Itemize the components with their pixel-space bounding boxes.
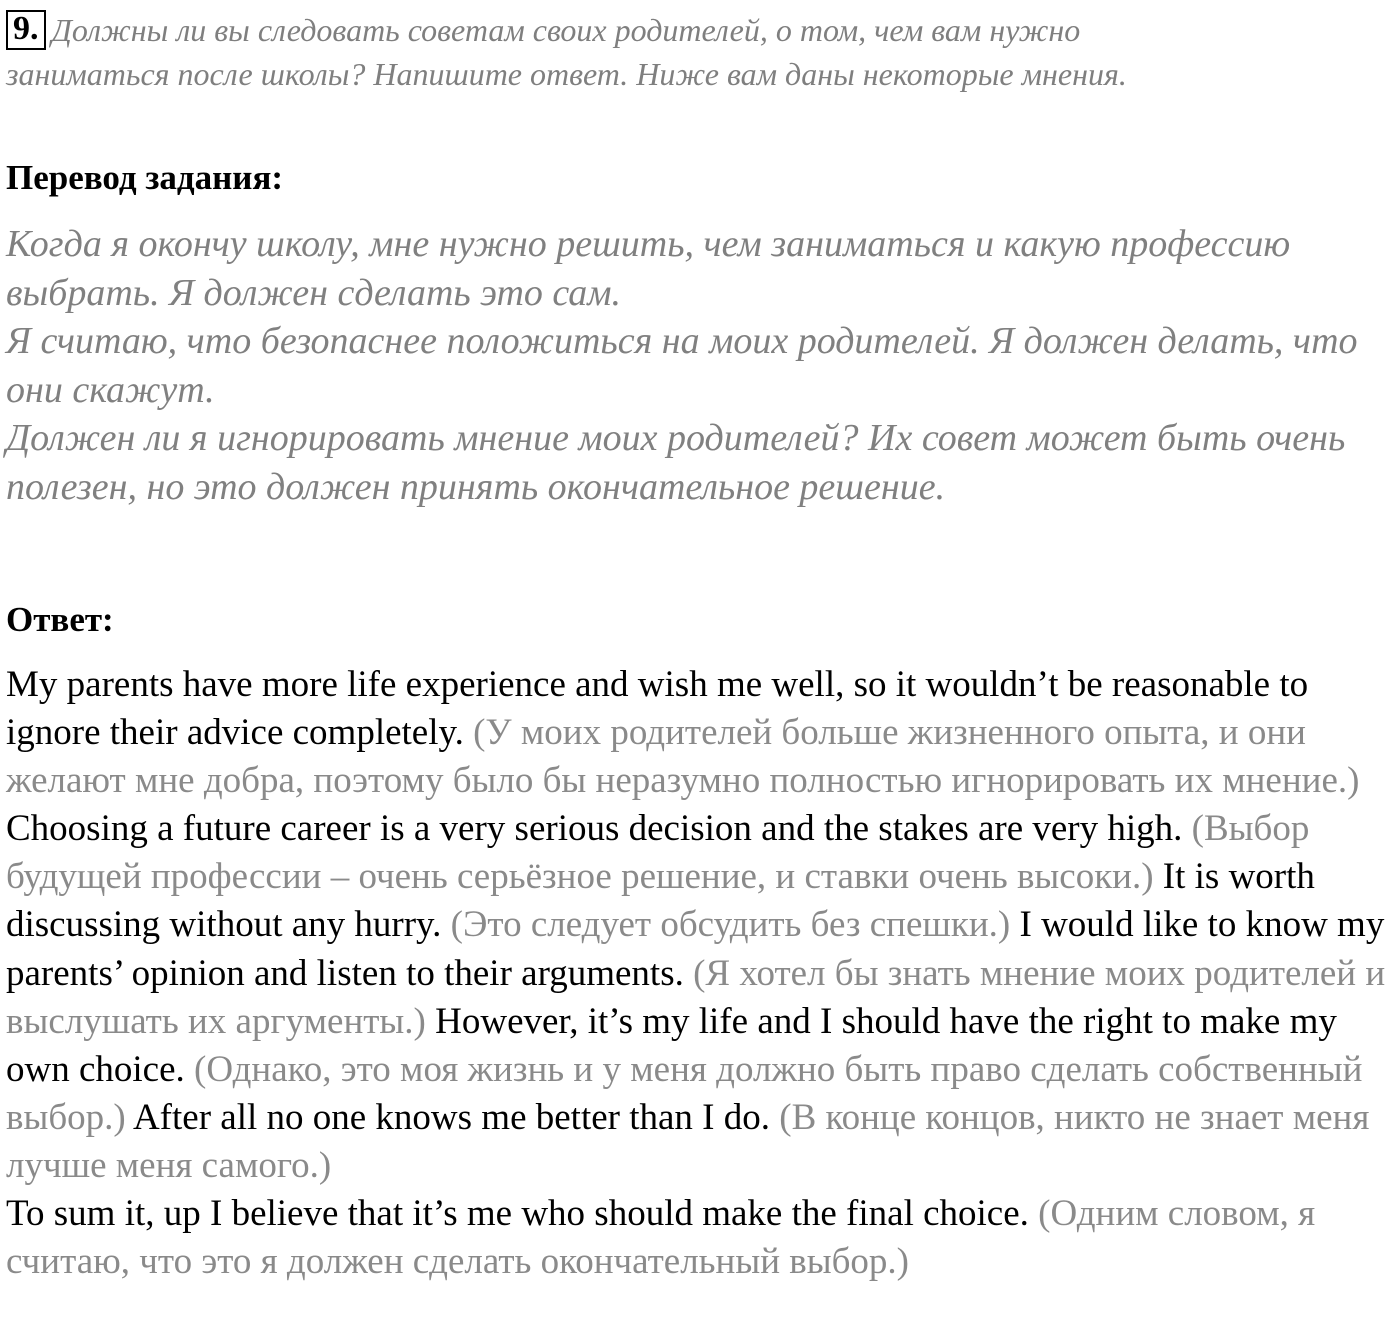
answer-paragraph-1 (6, 661, 1398, 1190)
answer-sentence-ru: (Это следует обсудить без спешки.) (450, 904, 1011, 946)
answer-sentence-en: My parents have more life experience and wish me well, so it wouldn’t be reasonable to ignore their advice completely. (6, 664, 1309, 754)
answer-sentence-ru: (В конце концов, никто не знает меня лучше меня самого.) (6, 1096, 1370, 1186)
answer-sentence-en: I would like to know my parents’ opinion and listen to their arguments. (6, 904, 1385, 994)
answer-sentence-ru: (Одним словом, я считаю, что это я должен сделать окончательный выбор.) (6, 1193, 1316, 1283)
answer-sentence-en: However, it’s my life and I should have the right to make my own choice. (6, 1000, 1337, 1090)
answer-sentence-en: To sum it, up I believe that it’s me who should make the final choice. (6, 1193, 1029, 1235)
task-question-text-1: Должны ли вы следовать советам своих родителей, о том, чем вам нужно (51, 12, 1081, 48)
answer-sentence-ru: (Однако, это моя жизнь и у меня должно быть право сделать собственный выбор.) (6, 1048, 1363, 1138)
translation-paragraph: Должен ли я игнорировать мнение моих родителей? Их совет может быть очень полезен, но это должен принять окончательное решение. (6, 417, 1346, 508)
answer-text (6, 661, 1398, 1286)
answer-sentence-ru: (Я хотел бы знать мнение моих родителей и выслушать их аргументы.) (6, 952, 1386, 1042)
translation-paragraph: Когда я окончу школу, мне нужно решить, чем заниматься и какую профессию выбрать. Я должен сделать это сам. (6, 223, 1291, 314)
translation-text (6, 220, 1396, 512)
translation-paragraph: Я считаю, что безопаснее положиться на моих родителей. Я должен делать, что они скажут. (6, 320, 1358, 411)
answer-sentence-en: After all no one knows me better than I do. (132, 1096, 770, 1138)
translation-heading: Перевод задания: (6, 158, 284, 197)
answer-sentence-ru: (У моих родителей больше жизненного опыта, и они желают мне добра, поэтому было бы неразумно полностью игнорировать их мнение.) (6, 712, 1360, 802)
task-number-box: 9. (6, 10, 46, 50)
task-question-line-2: заниматься после школы? Напишите ответ. Ниже вам даны некоторые мнения. (6, 56, 1127, 92)
answer-sentence-en: It is worth discussing without any hurry. (6, 856, 1315, 946)
answer-heading: Ответ: (6, 600, 114, 639)
answer-sentence-en: Choosing a future career is a very serious decision and the stakes are very high. (6, 808, 1183, 850)
answer-sentence-ru: (Выбор будущей профессии – очень серьёзное решение, и ставки очень высоки.) (6, 808, 1310, 898)
answer-paragraph-2 (6, 1190, 1398, 1286)
task-question-line-1 (6, 8, 1080, 52)
